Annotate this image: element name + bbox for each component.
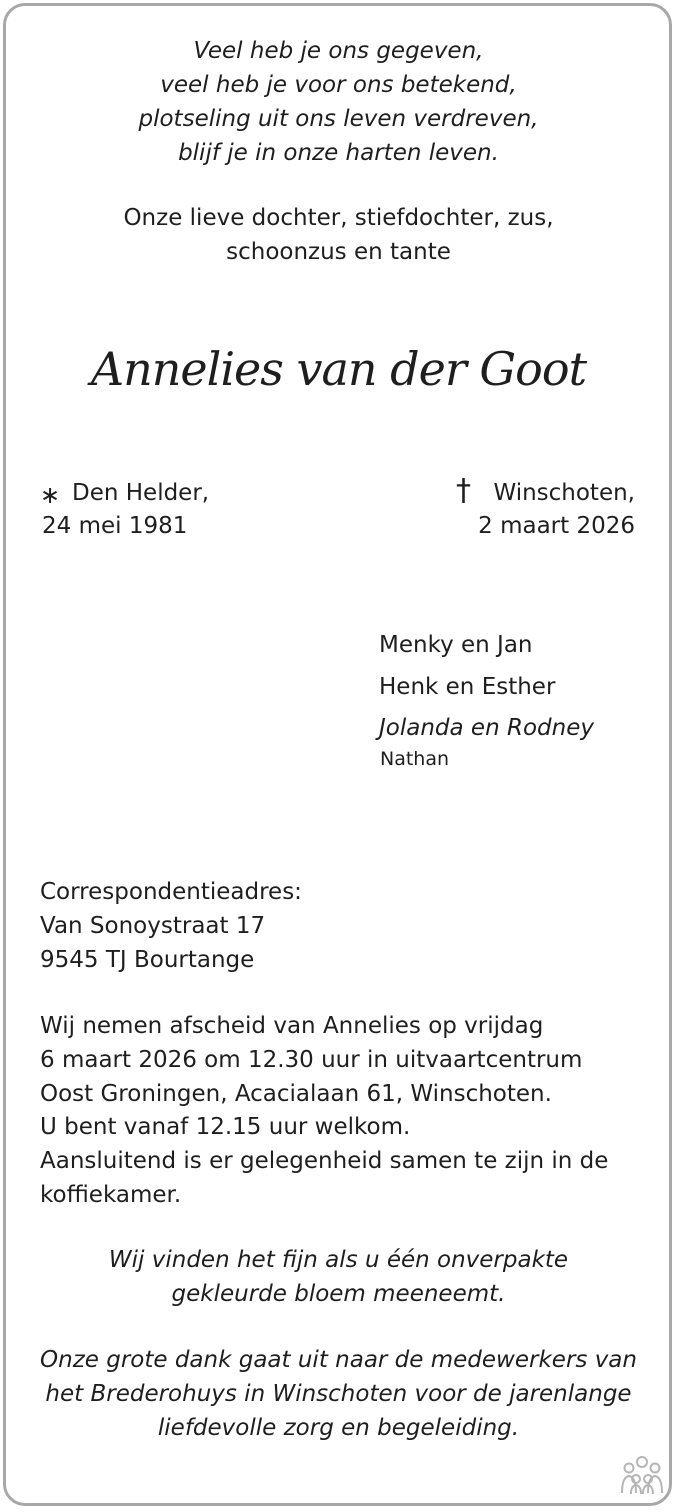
flower-request-line: Wij vinden het fijn als u één onverpakte bbox=[108, 1247, 569, 1273]
family-member: Henk en Esther bbox=[379, 674, 556, 700]
people-group-icon bbox=[619, 1455, 665, 1495]
correspondence-line: 9545 TJ Bourtange bbox=[40, 947, 255, 973]
death-place: Winschoten, bbox=[493, 480, 635, 506]
poem-line: veel heb je voor ons betekend, bbox=[160, 72, 517, 98]
family-member: Menky en Jan bbox=[379, 632, 533, 658]
family-member: Jolanda en Rodney bbox=[379, 715, 594, 741]
ceremony-line: Wij nemen afscheid van Annelies op vrijdag bbox=[40, 1013, 544, 1039]
poem-line: Veel heb je ons gegeven, bbox=[193, 38, 484, 64]
flower-request-line: gekleurde bloem meeneemt. bbox=[171, 1281, 506, 1307]
ceremony-line: Aansluitend is er gelegenheid samen te zijn in de bbox=[40, 1148, 609, 1174]
ceremony-line: koffiekamer. bbox=[40, 1182, 182, 1208]
family-member: Nathan bbox=[380, 748, 450, 770]
correspondence-line: Correspondentieadres: bbox=[40, 879, 302, 905]
deceased-name: Annelies van der Goot bbox=[90, 342, 587, 396]
birth-place: Den Helder, bbox=[72, 480, 210, 506]
thanks-line: liefdevolle zorg en begeleiding. bbox=[157, 1415, 520, 1441]
thanks-line: het Brederohuys in Winschoten voor de jarenlange bbox=[45, 1381, 632, 1407]
death-date: 2 maart 2026 bbox=[478, 513, 635, 539]
birth-date: 24 mei 1981 bbox=[42, 513, 188, 539]
ceremony-line: 6 maart 2026 om 12.30 uur in uitvaartcentrum bbox=[40, 1047, 583, 1073]
intro-line: Onze lieve dochter, stiefdochter, zus, bbox=[123, 205, 554, 231]
death-cross-icon: † bbox=[456, 473, 471, 508]
intro-line: schoonzus en tante bbox=[226, 239, 451, 265]
poem-line: blijf je in onze harten leven. bbox=[178, 140, 499, 166]
correspondence-line: Van Sonoystraat 17 bbox=[40, 913, 266, 939]
poem-line: plotseling uit ons leven verdreven, bbox=[138, 106, 539, 132]
ceremony-line: Oost Groningen, Acacialaan 61, Winschoten. bbox=[40, 1081, 552, 1107]
thanks-line: Onze grote dank gaat uit naar de medewerkers van bbox=[40, 1347, 637, 1373]
birth-star-icon: ∗ bbox=[40, 481, 61, 509]
ceremony-line: U bent vanaf 12.15 uur welkom. bbox=[40, 1114, 411, 1140]
